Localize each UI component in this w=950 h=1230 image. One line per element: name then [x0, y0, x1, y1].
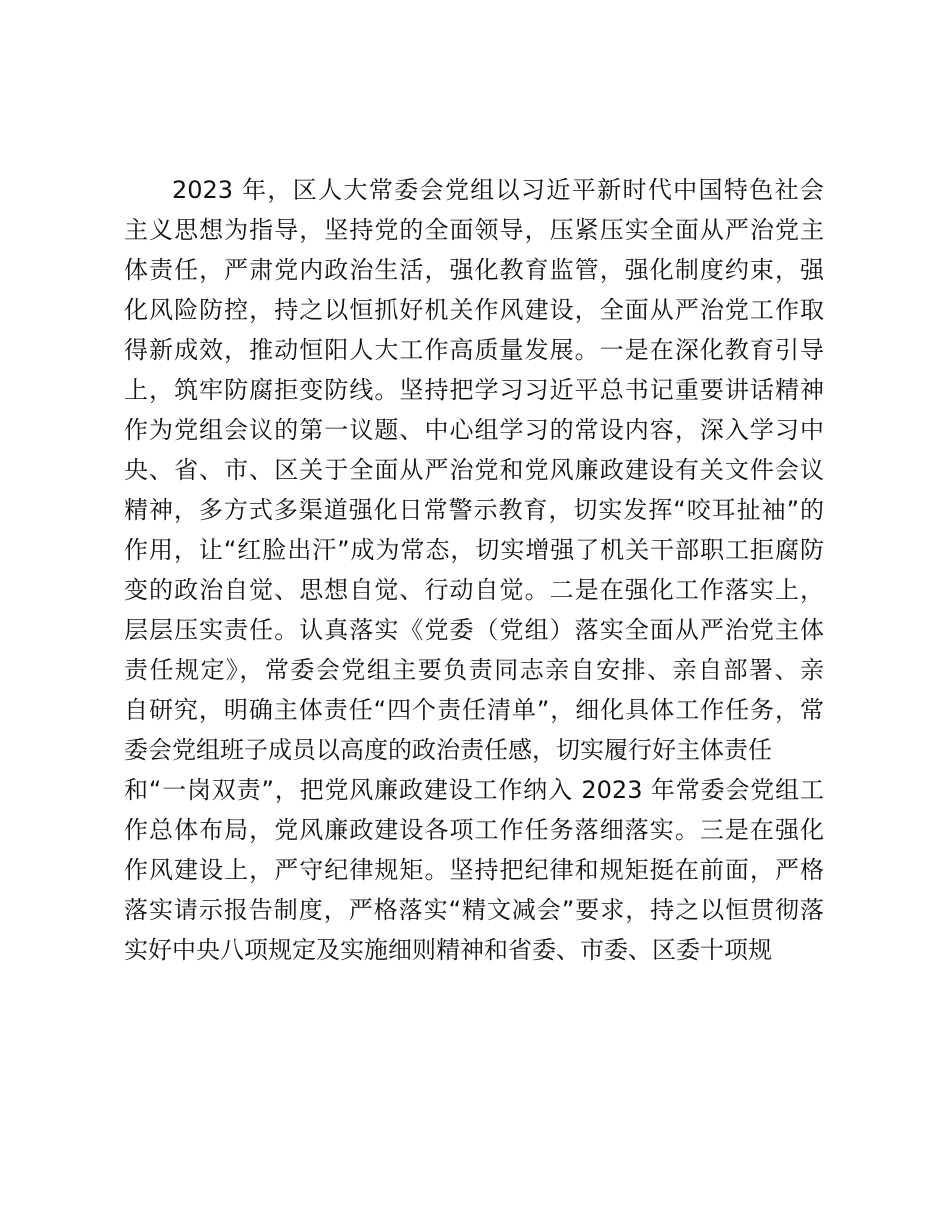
paragraph-line: 层层压实责任。认真落实《党委（党组）落实全面从严治党主体 — [124, 616, 824, 644]
paragraph-line: 落实请示报告制度，严格落实“精文减会”要求，持之以恒贯彻落 — [124, 896, 824, 924]
paragraph-line: 精神，多方式多渠道强化日常警示教育，切实发挥“咬耳扯袖”的 — [124, 496, 824, 524]
paragraph-line: 委会党组班子成员以高度的政治责任感，切实履行好主体责任 — [124, 736, 772, 764]
paragraph-line: 2023 年，区人大常委会党组以习近平新时代中国特色社会 — [172, 176, 824, 204]
paragraph-line: 作总体布局，党风廉政建设各项工作任务落细落实。三是在强化 — [124, 816, 824, 844]
paragraph-line: 作用，让“红脸出汗”成为常态，切实增强了机关干部职工拒腐防 — [124, 536, 824, 564]
paragraph-line: 作风建设上，严守纪律规矩。坚持把纪律和规矩挺在前面，严格 — [124, 856, 824, 884]
paragraph-line: 央、省、市、区关于全面从严治党和党风廉政建设有关文件会议 — [124, 456, 824, 484]
paragraph-line: 责任规定》，常委会党组主要负责同志亲自安排、亲自部署、亲 — [124, 656, 824, 684]
paragraph-line: 变的政治自觉、思想自觉、行动自觉。二是在强化工作落实上， — [124, 576, 824, 604]
paragraph-line: 实好中央八项规定及实施细则精神和省委、市委、区委十项规 — [124, 936, 772, 964]
paragraph-line: 得新成效，推动恒阳人大工作高质量发展。一是在深化教育引导 — [124, 336, 824, 364]
paragraph-line: 化风险防控，持之以恒抓好机关作风建设，全面从严治党工作取 — [124, 296, 824, 324]
paragraph-line: 作为党组会议的第一议题、中心组学习的常设内容，深入学习中 — [124, 416, 824, 444]
paragraph-line: 和“一岗双责”，把党风廉政建设工作纳入 2023 年常委会党组工 — [124, 776, 824, 804]
paragraph-line: 上，筑牢防腐拒变防线。坚持把学习习近平总书记重要讲话精神 — [124, 376, 824, 404]
body-paragraph — [124, 170, 824, 970]
paragraph-line: 自研究，明确主体责任“四个责任清单”，细化具体工作任务，常 — [124, 696, 824, 724]
paragraph-line: 主义思想为指导，坚持党的全面领导，压紧压实全面从严治党主 — [124, 216, 824, 244]
paragraph-line: 体责任，严肃党内政治生活，强化教育监管，强化制度约束，强 — [124, 256, 824, 284]
